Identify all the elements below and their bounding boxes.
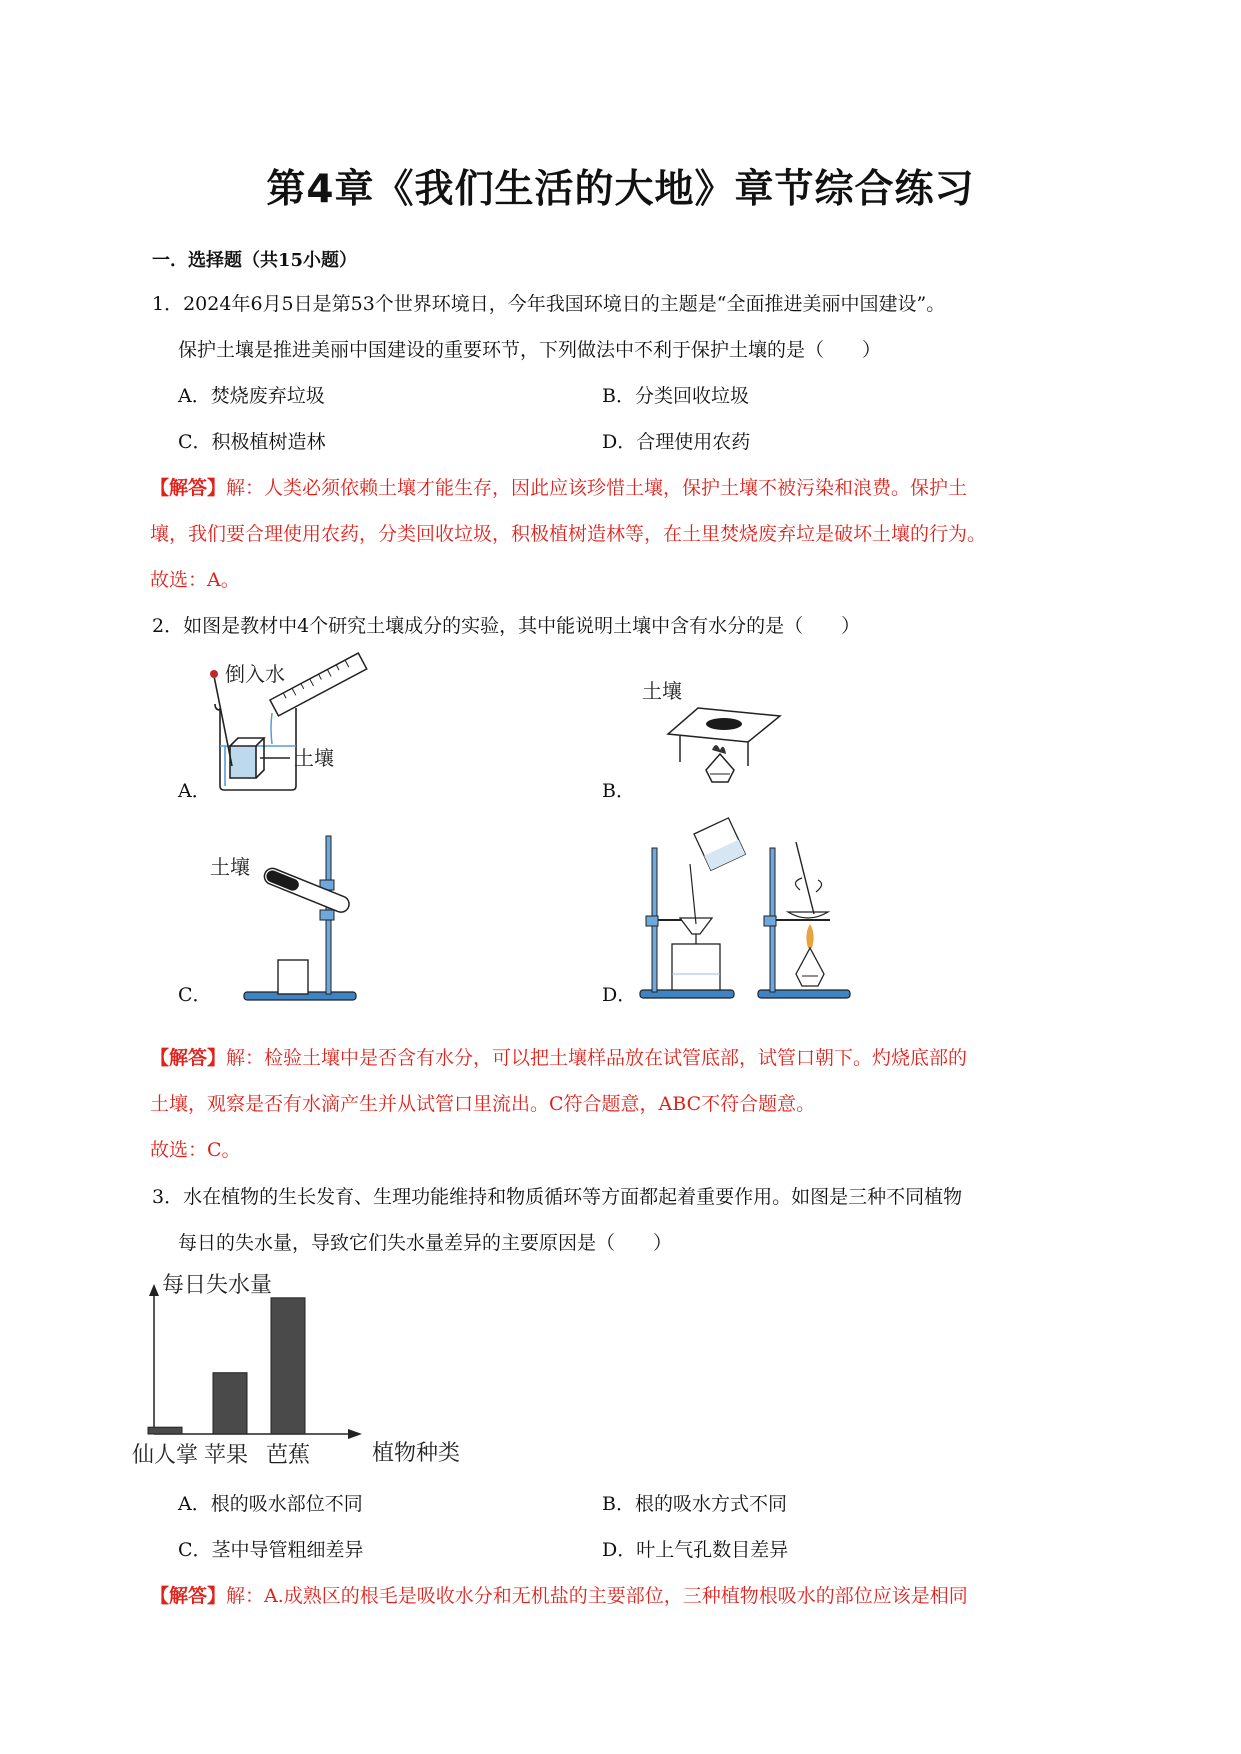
figure-c-test-tube bbox=[208, 832, 358, 1002]
q2-option-a[interactable]: A． bbox=[178, 780, 211, 802]
figure-d-filter-evaporate bbox=[630, 824, 860, 1002]
q3-line2: 每日的失水量，导致它们失水量差异的主要原因是（ ） bbox=[178, 1232, 673, 1254]
q1-answer-line2: 壤，我们要合理使用农药，分类回收垃圾，积极植树造林等，在土里焚烧废弃垃是破坏土壤的行为。 bbox=[150, 523, 987, 545]
q2-answer-line1 bbox=[150, 1043, 967, 1070]
q3-option-d[interactable]: D．叶上气孔数目差异 bbox=[602, 1539, 789, 1561]
q3-option-a[interactable]: A．根的吸水部位不同 bbox=[178, 1493, 363, 1515]
q3-answer-line1 bbox=[150, 1581, 968, 1608]
q1-option-b[interactable]: B．分类回收垃圾 bbox=[602, 385, 749, 407]
answer-text: 解：A.成熟区的根毛是吸收水分和无机盐的主要部位，三种植物根吸水的部位应该是相同 bbox=[226, 1585, 968, 1607]
q1-option-a[interactable]: A．焚烧废弃垃圾 bbox=[178, 385, 325, 407]
x-axis-label: 植物种类 bbox=[372, 1441, 461, 1466]
category-label-1: 苹果 bbox=[204, 1443, 249, 1468]
water-loss-bar-chart bbox=[132, 1264, 500, 1474]
bar-0 bbox=[148, 1427, 182, 1434]
fig-a-label-soil: 土壤 bbox=[294, 746, 334, 770]
page-title: 第4章《我们生活的大地》章节综合练习 bbox=[266, 167, 975, 212]
y-axis-label: 每日失水量 bbox=[162, 1273, 273, 1298]
category-label-0: 仙人掌 bbox=[132, 1443, 199, 1468]
q2-option-d[interactable]: D． bbox=[602, 984, 637, 1006]
x-axis-arrow-icon bbox=[348, 1429, 362, 1439]
answer-tag: 【解答】 bbox=[150, 1585, 227, 1607]
answer-tag: 【解答】 bbox=[150, 1047, 227, 1069]
q2-answer-line2: 土壤，观察是否有水滴产生并从试管口里流出。C符合题意，ABC不符合题意。 bbox=[150, 1093, 816, 1115]
figure-a-beaker bbox=[200, 648, 390, 798]
q1-choice: 故选：A。 bbox=[150, 569, 240, 591]
q2-option-c[interactable]: C． bbox=[178, 984, 212, 1006]
q3-line1: 3．水在植物的生长发育、生理功能维持和物质循环等方面都起着重要作用。如图是三种不同植物 bbox=[152, 1186, 963, 1208]
answer-tag: 【解答】 bbox=[150, 477, 227, 499]
category-label-2: 芭蕉 bbox=[266, 1443, 311, 1468]
q3-option-b[interactable]: B．根的吸水方式不同 bbox=[602, 1493, 787, 1515]
q2-choice: 故选：C。 bbox=[150, 1139, 241, 1161]
fig-c-label-soil: 土壤 bbox=[210, 855, 250, 879]
y-axis-arrow-icon bbox=[149, 1284, 159, 1296]
q1-line1: 1．2024年6月5日是第53个世界环境日，今年我国环境日的主题是“全面推进美丽中国建设”。 bbox=[152, 293, 946, 315]
figure-b-burner bbox=[638, 674, 798, 792]
fig-a-label-water: 倒入水 bbox=[225, 662, 285, 686]
bar-2 bbox=[271, 1298, 305, 1434]
q2-line1: 2．如图是教材中4个研究土壤成分的实验，其中能说明土壤中含有水分的是（ ） bbox=[152, 615, 861, 637]
fig-b-label-soil: 土壤 bbox=[642, 679, 682, 703]
answer-text: 解：检验土壤中是否含有水分，可以把土壤样品放在试管底部，试管口朝下。灼烧底部的 bbox=[226, 1047, 968, 1069]
q3-option-c[interactable]: C．茎中导管粗细差异 bbox=[178, 1539, 364, 1561]
bar-1 bbox=[213, 1373, 247, 1434]
answer-text: 解：人类必须依赖土壤才能生存，因此应该珍惜土壤，保护土壤不被污染和浪费。保护土 bbox=[226, 477, 968, 499]
q1-line2: 保护土壤是推进美丽中国建设的重要环节，下列做法中不利于保护土壤的是（ ） bbox=[178, 339, 882, 361]
q1-option-d[interactable]: D．合理使用农药 bbox=[602, 431, 751, 453]
q1-option-c[interactable]: C．积极植树造林 bbox=[178, 431, 326, 453]
section-heading: 一．选择题（共15小题） bbox=[152, 250, 358, 271]
q2-option-b[interactable]: B． bbox=[602, 780, 635, 802]
q1-answer-line1 bbox=[150, 473, 967, 500]
dropper-bulb-icon bbox=[210, 670, 218, 678]
